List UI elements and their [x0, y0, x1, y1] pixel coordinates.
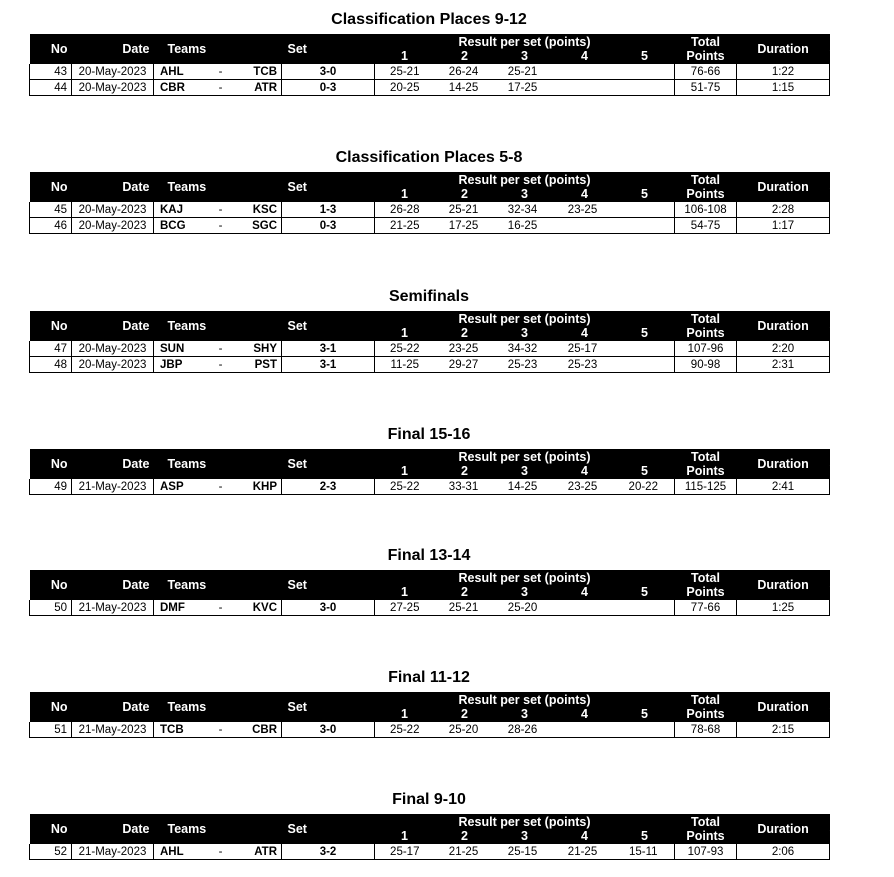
set-points-cell: [613, 722, 675, 738]
set-score-cell: 0-3: [282, 218, 375, 234]
header-result-title: Result per set (points): [458, 571, 591, 585]
header-row: No Date Teams Set Result per set (points) 1 2 3 4 5 Total Points Duration Spectators: [30, 311, 830, 341]
set-points-cell: 25-21: [493, 64, 553, 80]
header-no: No: [30, 172, 72, 202]
set-points-cell: [613, 600, 675, 616]
team-separator: -: [208, 844, 234, 860]
team-separator: -: [208, 218, 234, 234]
set-points-cell: 25-17: [375, 844, 435, 860]
duration-cell: 1:17: [737, 218, 830, 234]
header-set-number: 3: [521, 326, 528, 340]
match-number-cell: 44: [30, 80, 72, 96]
match-number-cell: 50: [30, 600, 72, 616]
set-points-cell: 23-25: [435, 341, 493, 357]
header-set-number: 4: [581, 585, 588, 599]
set-points-cell: 29-27: [435, 357, 493, 373]
date-cell: 21-May-2023: [72, 600, 154, 616]
header-total-points: [675, 692, 737, 722]
total-points-cell: 107-96: [675, 341, 737, 357]
header-date: Date: [72, 311, 154, 341]
team-home-cell: KAJ: [154, 202, 208, 218]
header-result-title: Result per set (points): [458, 450, 591, 464]
results-table: [29, 814, 894, 860]
header-total-line2: Points: [686, 585, 725, 599]
set-points-cell: 25-21: [435, 600, 493, 616]
header-total-line1: Total: [691, 312, 720, 326]
date-cell: 20-May-2023: [72, 202, 154, 218]
header-total-line2: Points: [686, 187, 725, 201]
set-points-cell: 15-11: [613, 844, 675, 860]
match-number-cell: 51: [30, 722, 72, 738]
section-title: Classification Places 9-12: [331, 11, 527, 28]
header-result: [375, 814, 675, 844]
header-set-number: 1: [401, 829, 408, 843]
total-points-cell: 90-98: [675, 357, 737, 373]
header-set-number: 3: [521, 464, 528, 478]
header-result: [375, 692, 675, 722]
results-section: [29, 149, 894, 234]
team-home-cell: AHL: [154, 844, 208, 860]
header-set-number: 3: [521, 829, 528, 843]
header-set-number: 5: [641, 707, 648, 721]
team-home-cell: DMF: [154, 600, 208, 616]
match-number-cell: 46: [30, 218, 72, 234]
date-cell: 20-May-2023: [72, 64, 154, 80]
team-separator: -: [208, 600, 234, 616]
header-set-number: 5: [641, 829, 648, 843]
set-points-cell: 23-25: [553, 479, 613, 495]
team-away-cell: ATR: [234, 80, 282, 96]
set-score-cell: 1-3: [282, 202, 375, 218]
header-result-title: Result per set (points): [458, 173, 591, 187]
duration-cell: 2:41: [737, 479, 830, 495]
header-set-number: 3: [521, 49, 528, 63]
header-set-number: 3: [521, 707, 528, 721]
header-total-line1: Total: [691, 571, 720, 585]
header-set-number: 5: [641, 187, 648, 201]
header-teams: Teams: [154, 34, 282, 64]
section-title: Classification Places 5-8: [335, 149, 523, 166]
header-duration: Duration: [737, 311, 830, 341]
header-total-line1: Total: [691, 693, 720, 707]
header-date: Date: [72, 34, 154, 64]
set-points-cell: 25-22: [375, 341, 435, 357]
set-points-cell: 28-26: [493, 722, 553, 738]
team-home-cell: SUN: [154, 341, 208, 357]
set-points-cell: [553, 218, 613, 234]
team-away-cell: ATR: [234, 844, 282, 860]
header-date: Date: [72, 449, 154, 479]
header-no: No: [30, 449, 72, 479]
team-separator: -: [208, 357, 234, 373]
total-points-cell: 115-125: [675, 479, 737, 495]
header-result-title: Result per set (points): [458, 35, 591, 49]
header-set-number: 4: [581, 464, 588, 478]
set-score-cell: 3-0: [282, 722, 375, 738]
header-teams: Teams: [154, 449, 282, 479]
set-points-cell: 25-23: [553, 357, 613, 373]
header-teams: Teams: [154, 311, 282, 341]
team-home-cell: TCB: [154, 722, 208, 738]
header-set-number: 2: [461, 585, 468, 599]
header-total-line1: Total: [691, 450, 720, 464]
header-set: Set: [282, 814, 375, 844]
header-set-number: 2: [461, 326, 468, 340]
set-score-cell: 3-1: [282, 341, 375, 357]
team-home-cell: CBR: [154, 80, 208, 96]
table-row: [30, 357, 830, 373]
results-section: [29, 669, 894, 738]
header-total-points: [675, 311, 737, 341]
header-duration: Duration: [737, 449, 830, 479]
header-duration: Duration: [737, 34, 830, 64]
header-set-number: 1: [401, 585, 408, 599]
header-set-number: 3: [521, 585, 528, 599]
header-set-number: 4: [581, 829, 588, 843]
match-number-cell: 52: [30, 844, 72, 860]
header-no: No: [30, 692, 72, 722]
set-points-cell: [553, 722, 613, 738]
header-row: No Date Teams Set Result per set (points) 1 2 3 4 5 Total Points Duration Spectators: [30, 692, 830, 722]
match-number-cell: 43: [30, 64, 72, 80]
header-no: No: [30, 814, 72, 844]
header-set-number: 4: [581, 49, 588, 63]
set-points-cell: 25-20: [435, 722, 493, 738]
header-row: No Date Teams Set Result per set (points) 1 2 3 4 5 Total Points Duration Spectators: [30, 814, 830, 844]
date-cell: 21-May-2023: [72, 722, 154, 738]
set-score-cell: 3-1: [282, 357, 375, 373]
header-teams: Teams: [154, 570, 282, 600]
duration-cell: 2:31: [737, 357, 830, 373]
header-row: No Date Teams Set Result per set (points) 1 2 3 4 5 Total Points Duration Spectators: [30, 172, 830, 202]
team-away-cell: KSC: [234, 202, 282, 218]
team-separator: -: [208, 341, 234, 357]
set-points-cell: 34-32: [493, 341, 553, 357]
header-no: No: [30, 311, 72, 341]
header-teams: Teams: [154, 172, 282, 202]
team-home-cell: ASP: [154, 479, 208, 495]
results-table: [29, 172, 894, 234]
set-points-cell: 11-25: [375, 357, 435, 373]
set-points-cell: 25-17: [553, 341, 613, 357]
set-points-cell: [613, 341, 675, 357]
header-total-line2: Points: [686, 707, 725, 721]
set-points-cell: 21-25: [435, 844, 493, 860]
set-points-cell: [613, 64, 675, 80]
header-set: Set: [282, 692, 375, 722]
header-total-line1: Total: [691, 35, 720, 49]
header-set-number: 1: [401, 464, 408, 478]
team-away-cell: CBR: [234, 722, 282, 738]
header-set-number: 5: [641, 464, 648, 478]
header-set-number: 2: [461, 464, 468, 478]
header-date: Date: [72, 692, 154, 722]
set-points-cell: [613, 80, 675, 96]
date-cell: 21-May-2023: [72, 479, 154, 495]
header-row: No Date Teams Set Result per set (points) 1 2 3 4 5 Total Points Duration Spectators: [30, 449, 830, 479]
total-points-cell: 54-75: [675, 218, 737, 234]
set-points-cell: 21-25: [553, 844, 613, 860]
table-row: [30, 218, 830, 234]
set-score-cell: 2-3: [282, 479, 375, 495]
header-set-number: 5: [641, 326, 648, 340]
set-points-cell: [613, 218, 675, 234]
duration-cell: 2:15: [737, 722, 830, 738]
header-result: [375, 34, 675, 64]
team-separator: -: [208, 722, 234, 738]
table-row: [30, 80, 830, 96]
set-points-cell: 21-25: [375, 218, 435, 234]
table-row: [30, 202, 830, 218]
total-points-cell: 76-66: [675, 64, 737, 80]
header-set-number: 2: [461, 49, 468, 63]
set-points-cell: [553, 600, 613, 616]
section-title: Semifinals: [388, 288, 470, 305]
team-away-cell: KVC: [234, 600, 282, 616]
set-points-cell: 16-25: [493, 218, 553, 234]
header-no: No: [30, 34, 72, 64]
header-result-title: Result per set (points): [458, 312, 591, 326]
set-score-cell: 3-0: [282, 64, 375, 80]
table-row: [30, 479, 830, 495]
set-points-cell: 32-34: [493, 202, 553, 218]
header-date: Date: [72, 172, 154, 202]
header-total-points: [675, 814, 737, 844]
header-duration: Duration: [737, 692, 830, 722]
total-points-cell: 78-68: [675, 722, 737, 738]
header-set-number: 1: [401, 187, 408, 201]
match-number-cell: 49: [30, 479, 72, 495]
header-set: Set: [282, 34, 375, 64]
header-duration: Duration: [737, 172, 830, 202]
table-row: [30, 722, 830, 738]
total-points-cell: 106-108: [675, 202, 737, 218]
set-score-cell: 3-0: [282, 600, 375, 616]
header-set-number: 4: [581, 707, 588, 721]
set-points-cell: 25-21: [435, 202, 493, 218]
header-result: [375, 449, 675, 479]
results-table: [29, 692, 894, 738]
set-points-cell: 17-25: [493, 80, 553, 96]
match-number-cell: 47: [30, 341, 72, 357]
duration-cell: 1:25: [737, 600, 830, 616]
team-away-cell: PST: [234, 357, 282, 373]
team-separator: -: [208, 479, 234, 495]
header-total-line2: Points: [686, 326, 725, 340]
section-title: Final 11-12: [388, 669, 470, 686]
header-set-number: 2: [461, 707, 468, 721]
header-total-line2: Points: [686, 829, 725, 843]
team-separator: -: [208, 64, 234, 80]
header-set-number: 3: [521, 187, 528, 201]
header-set: Set: [282, 172, 375, 202]
table-row: [30, 64, 830, 80]
header-row: No Date Teams Set Result per set (points) 1 2 3 4 5 Total Points Duration Spectators: [30, 34, 830, 64]
date-cell: 21-May-2023: [72, 844, 154, 860]
set-score-cell: 3-2: [282, 844, 375, 860]
total-points-cell: 51-75: [675, 80, 737, 96]
results-table: [29, 34, 894, 96]
set-points-cell: [553, 80, 613, 96]
set-points-cell: 26-24: [435, 64, 493, 80]
header-no: No: [30, 570, 72, 600]
results-section: [29, 426, 894, 495]
header-total-points: [675, 570, 737, 600]
header-duration: Duration: [737, 814, 830, 844]
team-separator: -: [208, 202, 234, 218]
date-cell: 20-May-2023: [72, 218, 154, 234]
header-total-line2: Points: [686, 464, 725, 478]
set-points-cell: [553, 64, 613, 80]
results-table: [29, 311, 894, 373]
match-number-cell: 45: [30, 202, 72, 218]
header-total-points: [675, 34, 737, 64]
duration-cell: 2:06: [737, 844, 830, 860]
results-section: [29, 288, 894, 373]
set-points-cell: 26-28: [375, 202, 435, 218]
set-points-cell: 20-25: [375, 80, 435, 96]
header-set-number: 1: [401, 49, 408, 63]
team-home-cell: AHL: [154, 64, 208, 80]
header-set-number: 5: [641, 49, 648, 63]
team-home-cell: BCG: [154, 218, 208, 234]
header-date: Date: [72, 570, 154, 600]
set-points-cell: 23-25: [553, 202, 613, 218]
set-points-cell: 25-20: [493, 600, 553, 616]
header-set: Set: [282, 449, 375, 479]
header-result: [375, 570, 675, 600]
header-set: Set: [282, 311, 375, 341]
header-set-number: 1: [401, 326, 408, 340]
date-cell: 20-May-2023: [72, 80, 154, 96]
header-set-number: 2: [461, 187, 468, 201]
match-number-cell: 48: [30, 357, 72, 373]
header-total-line2: Points: [686, 49, 725, 63]
duration-cell: 1:22: [737, 64, 830, 80]
team-away-cell: KHP: [234, 479, 282, 495]
header-set-number: 2: [461, 829, 468, 843]
header-set-number: 4: [581, 187, 588, 201]
set-points-cell: 25-23: [493, 357, 553, 373]
set-points-cell: [613, 202, 675, 218]
section-title: Final 13-14: [387, 547, 471, 564]
set-points-cell: 14-25: [493, 479, 553, 495]
team-away-cell: TCB: [234, 64, 282, 80]
results-section: [29, 11, 894, 96]
section-title: Final 9-10: [392, 791, 466, 808]
header-teams: Teams: [154, 692, 282, 722]
team-away-cell: SHY: [234, 341, 282, 357]
header-total-line1: Total: [691, 173, 720, 187]
set-points-cell: 17-25: [435, 218, 493, 234]
date-cell: 20-May-2023: [72, 357, 154, 373]
set-points-cell: 25-22: [375, 722, 435, 738]
total-points-cell: 107-93: [675, 844, 737, 860]
header-set-number: 4: [581, 326, 588, 340]
header-set-number: 5: [641, 585, 648, 599]
duration-cell: 2:28: [737, 202, 830, 218]
header-total-points: [675, 449, 737, 479]
team-home-cell: JBP: [154, 357, 208, 373]
duration-cell: 2:20: [737, 341, 830, 357]
duration-cell: 1:15: [737, 80, 830, 96]
results-section: [29, 791, 894, 860]
header-total-line1: Total: [691, 815, 720, 829]
set-points-cell: 27-25: [375, 600, 435, 616]
table-row: [30, 600, 830, 616]
table-row: [30, 844, 830, 860]
section-title: Final 15-16: [387, 426, 471, 443]
header-set: Set: [282, 570, 375, 600]
set-points-cell: 14-25: [435, 80, 493, 96]
header-result-title: Result per set (points): [458, 815, 591, 829]
set-points-cell: [613, 357, 675, 373]
team-away-cell: SGC: [234, 218, 282, 234]
header-result: [375, 311, 675, 341]
results-table: [29, 449, 894, 495]
set-score-cell: 0-3: [282, 80, 375, 96]
header-total-points: [675, 172, 737, 202]
header-duration: Duration: [737, 570, 830, 600]
date-cell: 20-May-2023: [72, 341, 154, 357]
table-row: [30, 341, 830, 357]
header-row: No Date Teams Set Result per set (points) 1 2 3 4 5 Total Points Duration Spectators: [30, 570, 830, 600]
set-points-cell: 25-22: [375, 479, 435, 495]
total-points-cell: 77-66: [675, 600, 737, 616]
set-points-cell: 25-15: [493, 844, 553, 860]
header-result-title: Result per set (points): [458, 693, 591, 707]
team-separator: -: [208, 80, 234, 96]
header-date: Date: [72, 814, 154, 844]
results-section: [29, 547, 894, 616]
set-points-cell: 20-22: [613, 479, 675, 495]
header-set-number: 1: [401, 707, 408, 721]
results-table: [29, 570, 894, 616]
set-points-cell: 25-21: [375, 64, 435, 80]
header-result: [375, 172, 675, 202]
header-teams: Teams: [154, 814, 282, 844]
set-points-cell: 33-31: [435, 479, 493, 495]
